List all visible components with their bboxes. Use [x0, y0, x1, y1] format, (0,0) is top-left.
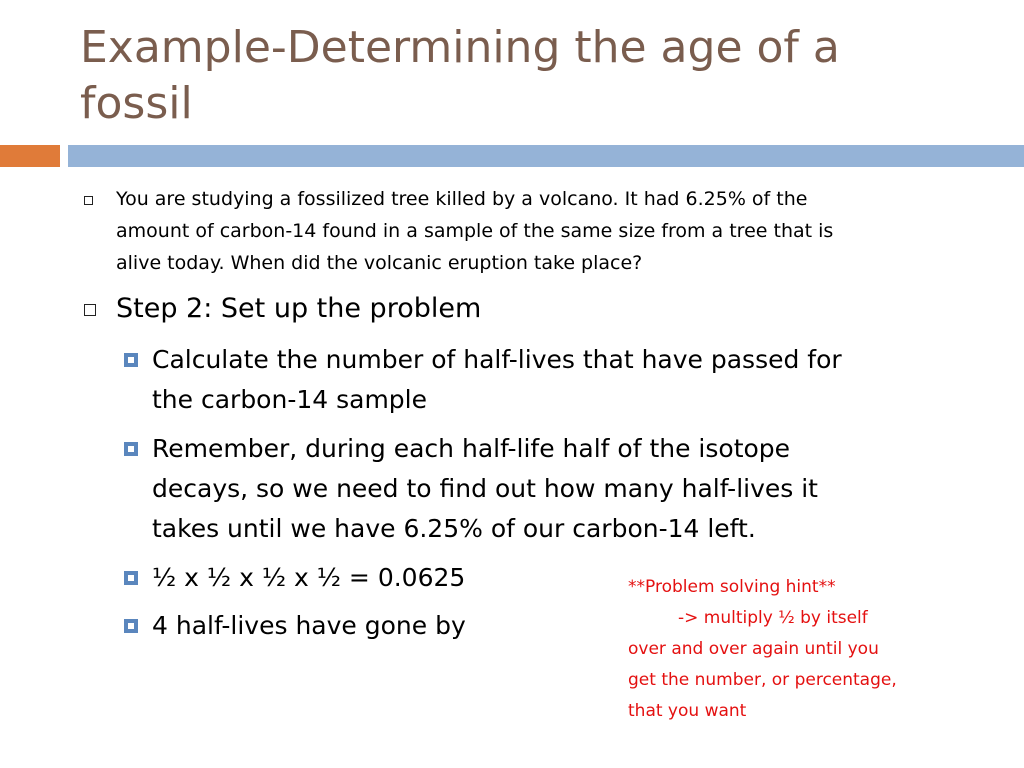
filled-square-bullet-icon — [124, 571, 138, 585]
intro-text-line-2: amount of carbon-14 found in a sample of the same size from a tree that is — [116, 220, 834, 242]
step-heading: Step 2: Set up the problem — [116, 293, 482, 324]
sub-bullet-2-line-2: decays, so we need to find out how many half-lives it — [152, 474, 818, 503]
sub-bullet-1-line-1: Calculate the number of half-lives that have passed for — [152, 345, 842, 374]
filled-square-bullet-icon — [124, 353, 138, 367]
sub-bullet-1-line-2: the carbon-14 sample — [152, 385, 427, 414]
sub-bullet-4: 4 half-lives have gone by — [152, 611, 466, 640]
hint-line-2: -> multiply ½ by itself — [678, 608, 868, 628]
intro-text-line-1: You are studying a fossilized tree killed by a volcano. It had 6.25% of the — [116, 188, 808, 210]
problem-solving-hint — [628, 572, 988, 727]
hint-line-3: over and over again until you — [628, 639, 879, 659]
hint-line-5: that you want — [628, 701, 747, 721]
slide-title-line-1: Example-Determining the age of a — [80, 22, 840, 73]
hollow-square-bullet-icon — [84, 196, 93, 205]
filled-square-bullet-icon — [124, 442, 138, 456]
sub-bullet-3: ½ x ½ x ½ x ½ = 0.0625 — [152, 563, 466, 592]
sub-bullet-2-line-3: takes until we have 6.25% of our carbon-14 left. — [152, 514, 756, 543]
slide-title-line-2: fossil — [80, 78, 193, 129]
hint-line-1: **Problem solving hint** — [628, 577, 836, 597]
intro-text-line-3: alive today. When did the volcanic eruption take place? — [116, 252, 643, 274]
sub-bullet-2-line-1: Remember, during each half-life half of the isotope — [152, 434, 791, 463]
hollow-square-bullet-icon — [84, 304, 96, 316]
filled-square-bullet-icon — [124, 619, 138, 633]
hint-line-4: get the number, or percentage, — [628, 670, 897, 690]
